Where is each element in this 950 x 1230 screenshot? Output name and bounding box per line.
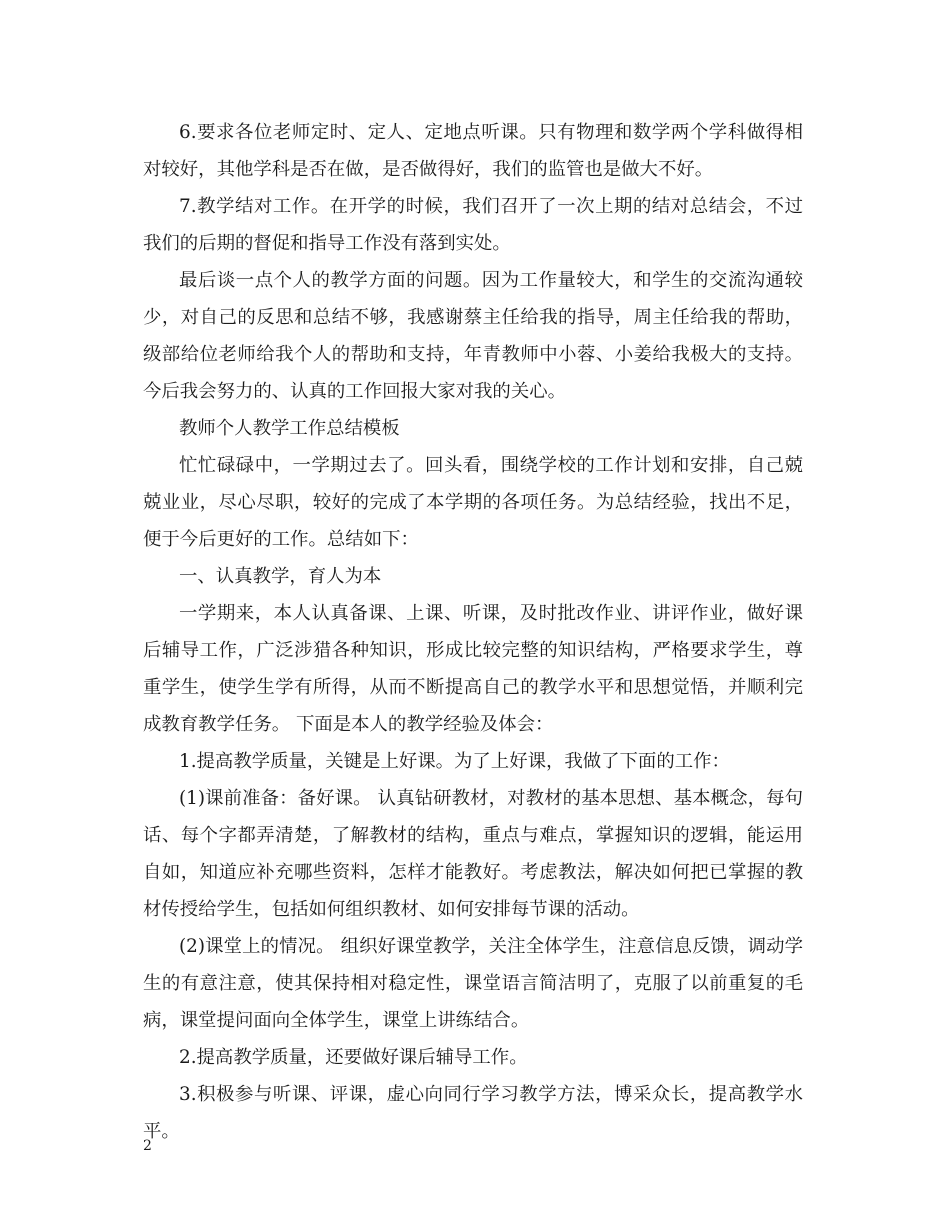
paragraph-point-2: 2.提高教学质量，还要做好课后辅导工作。 [179, 1047, 528, 1068]
paragraph-personal-reflection: 最后谈一点个人的教学方面的问题。因为工作量较大，和学生的交流沟通较少，对自己的反思和总结不够，我感谢蔡主任给我的指导，周主任给我的帮助，级部给位老师给我个人的帮助和支持，年青教师中小蓉、小姜给我极大的支持。今后我会努力的、认真的工作回报大家对我的关心。 [143, 270, 803, 402]
paragraph-item-6: 6.要求各位老师定时、定人、定地点听课。只有物理和数学两个学科做得相对较好，其他学科是否在做，是否做得好，我们的监管也是做大不好。 [143, 122, 803, 180]
section-title: 教师个人教学工作总结模板 [179, 418, 400, 439]
paragraph-point-3: 3.积极参与听课、评课，虚心向同行学习教学方法，博采众长，提高教学水平。 [143, 1084, 803, 1142]
document-body [143, 114, 803, 1150]
section-heading-1: 一、认真教学，育人为本 [179, 566, 382, 587]
paragraph-subpoint-2: (2)课堂上的情况。 组织好课堂教学，关注全体学生，注意信息反馈，调动学生的有意注意，使其保持相对稳定性，课堂语言简洁明了，克服了以前重复的毛病，课堂提问面向全体学生，课堂上讲练结合。 [143, 936, 803, 1031]
paragraph-point-1: 1.提高教学质量，关键是上好课。为了上好课，我做了下面的工作： [179, 751, 730, 772]
paragraph-item-7: 7.教学结对工作。在开学的时候，我们召开了一次上期的结对总结会，不过我们的后期的督促和指导工作没有落到实处。 [143, 196, 803, 254]
paragraph-semester-summary: 一学期来，本人认真备课、上课、听课，及时批改作业、讲评作业，做好课后辅导工作，广泛涉猎各种知识，形成比较完整的知识结构，严格要求学生，尊重学生，使学生学有所得，从而不断提高自己的教学水平和思想觉悟，并顺利完成教育教学任务。 下面是本人的教学经验及体会： [143, 603, 803, 735]
page-number: 2 [143, 1138, 152, 1154]
paragraph-intro: 忙忙碌碌中，一学期过去了。回头看，围绕学校的工作计划和安排，自己兢兢业业，尽心尽职，较好的完成了本学期的各项任务。为总结经验，找出不足，便于今后更好的工作。总结如下： [143, 455, 803, 550]
paragraph-subpoint-1: (1)课前准备：备好课。 认真钻研教材，对教材的基本思想、基本概念，每句话、每个字都弄清楚，了解教材的结构，重点与难点，掌握知识的逻辑，能运用自如，知道应补充哪些资料，怎样才能教好。考虑教法，解决如何把已掌握的教材传授给学生，包括如何组织教材、如何安排每节课的活动。 [143, 788, 803, 920]
